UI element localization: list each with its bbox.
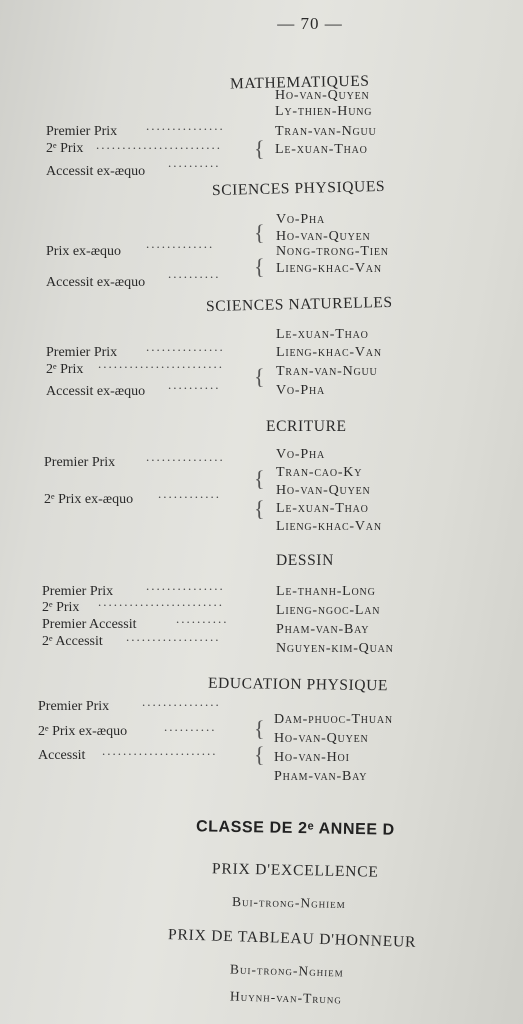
winner-name: Dam-phuoc-Thuan: [274, 712, 393, 727]
leader-dots: ...............: [146, 339, 225, 354]
award-label: Prix ex-æquo: [46, 244, 122, 259]
leader-dots: ...............: [146, 578, 225, 593]
award-label: Premier Prix: [46, 124, 118, 139]
honneur-title: PRIX DE TABLEAU D'HONNEUR: [167, 926, 417, 951]
class-heading: CLASSE DE 2ᵉ ANNEE D: [195, 818, 395, 839]
leader-dots: ........................: [98, 594, 224, 609]
winner-name: Tran-cao-Ky: [276, 465, 363, 480]
winner-name: Ho-van-Quyen: [276, 229, 371, 244]
winner-name: Le-xuan-Thao: [276, 501, 369, 516]
brace: {: [254, 136, 265, 161]
leader-dots: ..................: [126, 629, 221, 644]
award-label: Premier Prix: [44, 455, 116, 470]
leader-dots: ......................: [102, 743, 218, 758]
award-label: Premier Prix: [42, 584, 114, 599]
winner-name: Pham-van-Bay: [276, 622, 370, 637]
winner-name: Vo-Pha: [276, 383, 326, 398]
award-label: Accessit ex-æquo: [46, 384, 146, 399]
winner-name: Ho-van-Quyen: [276, 483, 371, 498]
leader-dots: ..........: [168, 266, 221, 281]
winner-name: Pham-van-Bay: [274, 769, 368, 784]
award-label: 2ᵉ Prix ex-æquo: [44, 492, 134, 507]
brace: {: [254, 220, 265, 245]
section-title-sciences-physiques: SCIENCES PHYSIQUES: [211, 177, 386, 200]
brace: {: [254, 716, 265, 741]
honneur-winner: Bui-trong-Nghiem: [229, 961, 344, 980]
section-title-sciences-naturelles: SCIENCES NATURELLES: [205, 293, 393, 316]
award-label: Accessit ex-æquo: [46, 164, 146, 179]
winner-name: Nguyen-kim-Quan: [276, 641, 394, 656]
section-title-mathematiques: MATHEMATIQUES: [229, 72, 370, 93]
winner-name: Ho-van-Quyen: [274, 731, 369, 746]
page-number: — 70 —: [277, 14, 343, 33]
honneur-winner: Huynh-van-Trung: [229, 988, 343, 1007]
winner-name: Lieng-khac-Van: [276, 345, 382, 360]
leader-dots: ..........: [168, 155, 221, 170]
leader-dots: ..........: [164, 719, 217, 734]
winner-name: Nong-trong-Tien: [276, 244, 389, 259]
brace: {: [254, 364, 265, 389]
winner-name: Ho-van-Hoi: [274, 750, 350, 765]
excellence-title: PRIX D'EXCELLENCE: [211, 860, 379, 881]
brace: {: [254, 496, 265, 521]
section-title-ecriture: ECRITURE: [266, 418, 347, 435]
award-label: Accessit: [38, 748, 86, 763]
award-label: 2ᵉ Prix: [42, 600, 80, 615]
winner-name: Vo-Pha: [276, 447, 326, 462]
leader-dots: ...............: [146, 449, 225, 464]
winner-name: Vo-Pha: [276, 212, 326, 227]
brace: {: [254, 466, 265, 491]
award-label: 2ᵉ Prix: [46, 141, 84, 156]
winner-name: Tran-van-Nguu: [275, 124, 377, 139]
award-label: Premier Accessit: [42, 617, 137, 632]
leader-dots: ..........: [176, 611, 229, 626]
winner-name: Ly-thien-Hung: [275, 104, 373, 119]
leader-dots: .............: [146, 236, 215, 251]
leader-dots: ........................: [96, 137, 222, 152]
brace: {: [254, 742, 265, 767]
winner-name: Le-xuan-Thao: [276, 327, 369, 342]
winner-name: Le-xuan-Thao: [275, 142, 368, 157]
award-label: Premier Prix: [46, 345, 118, 360]
leader-dots: ........................: [98, 356, 224, 371]
winner-name: Tran-van-Nguu: [276, 364, 378, 379]
section-title-dessin: DESSIN: [276, 552, 334, 569]
award-label: 2ᵉ Accessit: [42, 634, 103, 649]
brace: {: [254, 254, 265, 279]
winner-name: Le-thanh-Long: [276, 584, 376, 599]
award-label: 2ᵉ Prix: [46, 362, 84, 377]
section-title-education-physique: EDUCATION PHYSIQUE: [207, 674, 389, 695]
excellence-winner: Bui-trong-Nghiem: [231, 894, 346, 911]
award-label: Premier Prix: [38, 699, 110, 714]
winner-name: Lieng-khac-Van: [276, 261, 382, 276]
award-label: 2ᵉ Prix ex-æquo: [38, 724, 128, 739]
award-label: Accessit ex-æquo: [46, 275, 146, 290]
leader-dots: ...............: [142, 694, 221, 709]
leader-dots: ............: [158, 486, 221, 501]
winner-name: Ho-van-Quyen: [275, 88, 370, 103]
leader-dots: ...............: [146, 118, 225, 133]
leader-dots: ..........: [168, 377, 221, 392]
winner-name: Lieng-khac-Van: [276, 519, 382, 534]
winner-name: Lieng-ngoc-Lan: [276, 603, 381, 618]
